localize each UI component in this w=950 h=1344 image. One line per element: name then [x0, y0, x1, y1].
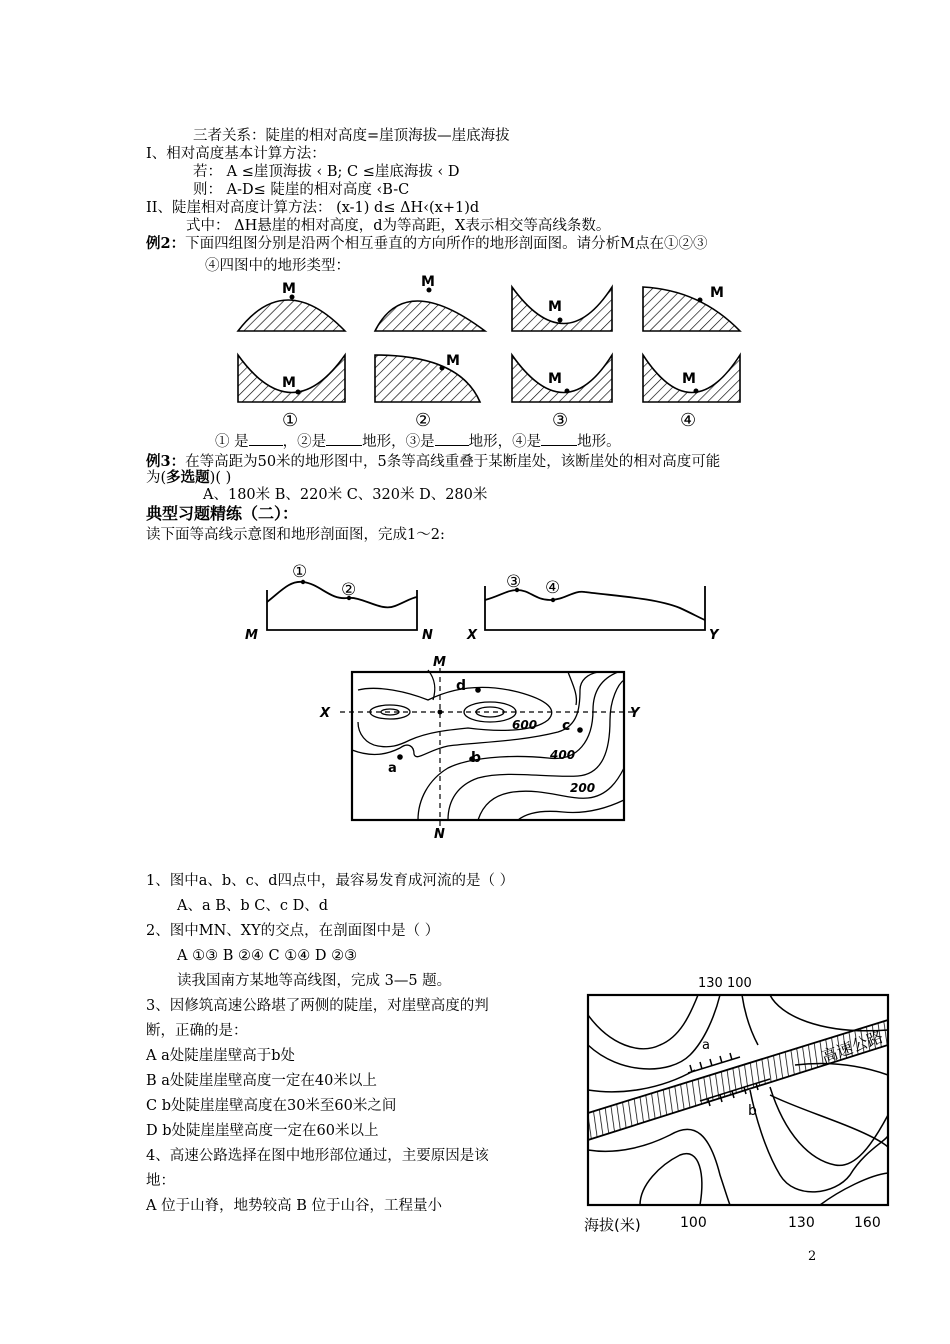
question-3-line2: 断，正确的是： — [146, 1023, 248, 1039]
answer-blank-4[interactable] — [541, 431, 577, 446]
profile-4-bottom — [643, 355, 740, 402]
question-1-options: A、a B、b C、c D、d — [177, 898, 329, 914]
profile-1-bottom — [238, 355, 345, 402]
highway-road-label: 高速公路 — [818, 1027, 886, 1067]
profile-xy — [465, 562, 720, 642]
highway-map — [580, 975, 910, 1237]
profile-end-y: Y — [709, 628, 719, 643]
example3-text1: 在等高距为50米的地形图中，5条等高线重叠于某断崖处，该断崖处的相对高度可能 — [185, 454, 721, 470]
point-c: c — [562, 718, 571, 734]
profile-1-top — [238, 281, 345, 331]
contour-value-200: 200 — [570, 781, 596, 795]
question-4-line1: 4、高速公路选择在图中地形部位通过，主要原因是该 — [146, 1148, 489, 1164]
relation-line: 三者关系：陡崖的相对高度=崖顶海拔—崖底海拔 — [193, 128, 510, 144]
example3-text — [146, 453, 720, 471]
example3-text2 — [146, 469, 231, 487]
axis-y: Y — [630, 706, 640, 721]
profile-2-top — [375, 274, 485, 331]
example2-text — [146, 235, 707, 253]
axis-m: M — [433, 655, 446, 670]
example3-suffix: )( ) — [209, 470, 232, 486]
answer-part-1: ① 是 — [215, 434, 249, 450]
question-3-option-a: A a处陡崖崖壁高于b处 — [146, 1048, 296, 1064]
example2-answer — [215, 431, 621, 451]
highway-bottom-value-160: 160 — [854, 1215, 881, 1231]
axis-n: N — [434, 827, 445, 842]
point-m-label: M — [682, 371, 696, 387]
answer-part-5: 地形。 — [577, 434, 621, 450]
question-2: 2、图中MN、XY的交点，在剖面图中是（ ） — [146, 923, 440, 939]
contour-map — [318, 650, 658, 850]
profile-point-3: ③ — [506, 572, 522, 592]
figure-number-4: ④ — [680, 410, 697, 431]
profile-end-m: M — [245, 628, 258, 643]
point-m-label: M — [282, 281, 296, 297]
question-2-options: A ①③ B ②④ C ①④ D ②③ — [177, 948, 358, 964]
highway-point-a: a — [702, 1038, 710, 1053]
point-b: b — [471, 750, 482, 766]
page-number: 2 — [808, 1249, 817, 1264]
highway-top-values: 130 100 — [698, 976, 752, 991]
figure-number-1: ① — [282, 410, 299, 431]
figure-number-2: ② — [415, 410, 432, 431]
answer-part-4: 地形，④是 — [468, 434, 542, 450]
profile-point-4: ④ — [545, 578, 561, 598]
method1-title: I、相对高度基本计算方法： — [146, 146, 326, 162]
question-1: 1、图中a、b、c、d四点中，最容易发育成河流的是（ ） — [146, 873, 515, 889]
axis-x: X — [320, 706, 331, 721]
profile-end-n: N — [422, 628, 433, 643]
highway-point-b: b — [748, 1103, 757, 1119]
answer-blank-3[interactable] — [435, 431, 469, 446]
intro-3-5: 读我国南方某地等高线图，完成 3—5 题。 — [177, 973, 452, 989]
question-3-option-c: C b处陡崖崖壁高度在30米至60米之间 — [146, 1098, 397, 1114]
profile-3-top — [512, 287, 612, 331]
section2-title: 典型习题精练（二）： — [146, 504, 299, 523]
cross-section-figures — [230, 275, 750, 435]
example2-text2: ④四图中的地形类型： — [205, 258, 350, 274]
profile-3-bottom — [512, 355, 612, 402]
example3-options: A、180米 B、220米 C、320米 D、280米 — [203, 487, 488, 503]
answer-part-2: ，②是 — [282, 434, 327, 450]
question-4-options: A 位于山脊，地势较高 B 位于山谷，工程量小 — [146, 1198, 442, 1214]
question-3-option-b: B a处陡崖崖壁高度一定在40米以上 — [146, 1073, 377, 1089]
contour-value-600: 600 — [512, 718, 538, 732]
profile-point-1: ① — [292, 562, 308, 582]
question-3-option-d: D b处陡崖崖壁高度一定在60米以上 — [146, 1123, 379, 1139]
highway-bottom-label: 海拔(米) — [584, 1216, 641, 1234]
method2-title: II、陡崖相对高度计算方法： (x-1) d≤ ΔH‹(x+1)d — [146, 200, 480, 216]
profile-mn — [245, 562, 435, 642]
answer-blank-1[interactable] — [249, 431, 283, 446]
answer-part-3: 地形，③是 — [362, 434, 435, 450]
example3-bold: 多选题 — [166, 469, 210, 486]
answer-blank-2[interactable] — [326, 431, 362, 446]
contour-value-400: 400 — [550, 748, 576, 762]
question-4-line2: 地： — [146, 1173, 175, 1189]
point-m-label: M — [710, 285, 724, 301]
method1-then: 则： A-D≤ 陡崖的相对高度 ‹B-C — [193, 182, 410, 198]
question-3-line1: 3、因修筑高速公路堪了两侧的陡崖，对崖壁高度的判 — [146, 998, 489, 1014]
example3-label: 例3： — [146, 453, 186, 470]
highway-bottom-value-130: 130 — [788, 1215, 815, 1231]
method1-if: 若： A ≤崖顶海拔 ‹ B; C ≤崖底海拔 ‹ D — [193, 164, 460, 180]
point-m-label: M — [421, 274, 435, 290]
figure-number-3: ③ — [552, 410, 569, 431]
point-m-label: M — [446, 353, 460, 369]
example2-text1: 下面四组图分别是沿两个相互垂直的方向所作的地形剖面图。请分析M点在①②③ — [185, 236, 708, 252]
point-a: a — [388, 761, 397, 776]
example3-prefix: 为( — [146, 470, 167, 486]
profile-end-x: X — [467, 628, 478, 643]
point-m-label: M — [282, 375, 296, 391]
point-m-label: M — [548, 371, 562, 387]
example2-label: 例2： — [146, 235, 186, 252]
point-m-label: M — [548, 299, 562, 315]
profile-4-top — [643, 285, 740, 331]
highway-bottom-value-100: 100 — [680, 1215, 707, 1231]
profile-2-bottom — [375, 353, 480, 402]
point-d: d — [456, 678, 467, 694]
profile-point-2: ② — [341, 580, 357, 600]
section2-intro: 读下面等高线示意图和地形剖面图，完成1～2: — [146, 527, 445, 543]
method2-note: 式中： ΔH悬崖的相对高度，d为等高距，X表示相交等高线条数。 — [186, 218, 611, 234]
